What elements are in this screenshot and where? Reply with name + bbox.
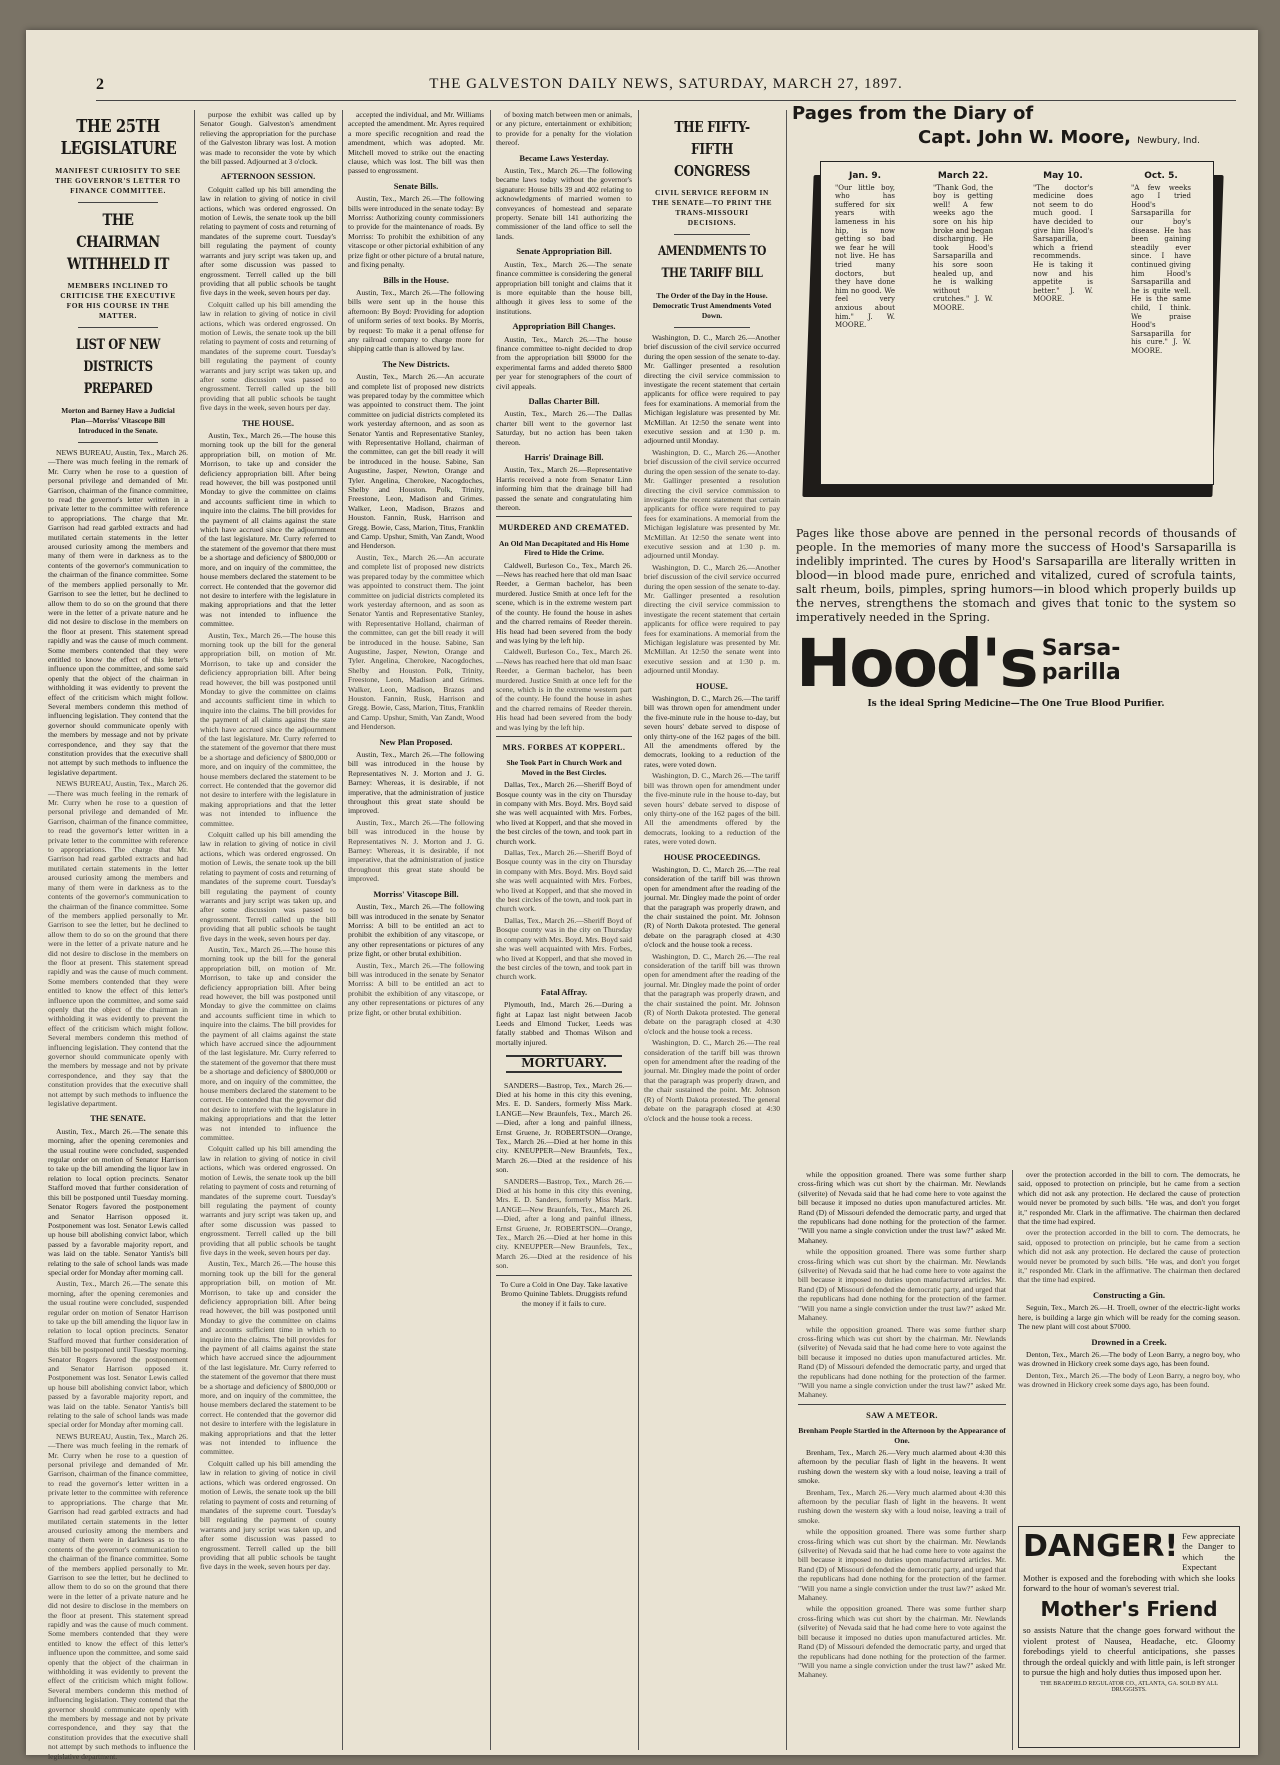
article-body: NEWS BUREAU, Austin, Tex., March 26.—There was much feeling in the remark of Mr. Curry when he rose to a question of personal privilege and demanded of Mr. Garrison, chairman of the finance committee, to read the governor's letter written in a private letter to the committee with reference to appropriations. The charge that Mr. Garrison had read garbled extracts and had mutilated certain statements in the letter aroused curiosity among the members and many of them were in darkness as to the contents of the governor's communication to the chairman of the finance committee. Some of the members applied personally to Mr. Garrison to see the letter, but he declined to allow them to do so on the ground that there were in the letter of a private nature and he did not desire to disclose in the members on the floor at present. This statement spread rapidly and was the cause of much comment. Some members contended that they were entitled to know the effect of this letter's influence upon the committee, and some said openly that the object of the chairman in withholding it was evidently to prevent the effect of the criticism which might follow. Several members condemn this method of influencing legislation. They contend that the governor should communicate openly with the members by message and not by private correspondence, and they say that the constitution provides that the executive shall not attempt by such methods to influence the legislative department. <box>48 1431 188 1761</box>
brand-sub-2: parilla <box>1041 660 1121 685</box>
article-body: Austin, Tex., March 26.—An accurate and complete list of proposed new districts was prepared today by the committee which was appointed to construct them. The joint committee on judicial districts completed its work yesterday afternoon, and as soon as Senator Yantis and Representative Stanley, with Representative Holland, chairman of the committee, can get the bill ready it will be introduced in the house. Sabine, San Augustine, Jasper, Newton, Orange and Tyler. Angelina, Cherokee, Nacogdoches, Shelby and Houston. Polk, Trinity, Freestone, Leon, Madison and Grimes. Walker, Leon, Madison, Brazos and Houston. Fannin, Rusk, Harrison and Gregg. Bowie, Cass, Marion, Titus, Franklin and Camp. Upshur, Smith, Van Zandt, Wood and Henderson. <box>348 552 484 732</box>
newspaper-page <box>26 30 1258 1761</box>
deck: Morton and Barney Have a Judicial Plan—Morriss' Vitascope Bill Introduced in the Senate. <box>61 406 175 435</box>
headline-legislature: THE 25TH LEGISLATURE <box>60 116 177 159</box>
article-body: accepted the individual, and Mr. Williams accepted the amendment. Mr. Ayres required a more specific recognition and read the amendment, which was adopted. Mr. Mitchell moved to strike out the enacting clause, which was lost. The bill was then passed to engrossment. <box>348 110 484 176</box>
section-head: Harris' Drainage Bill. <box>524 452 604 462</box>
masthead-title: THE GALVESTON DAILY NEWS, SATURDAY, MARCH 27, 1897. <box>429 76 903 92</box>
article-body: NEWS BUREAU, Austin, Tex., March 26.—There was much feeling in the remark of Mr. Curry when he rose to a question of personal privilege and demanded of Mr. Garrison, chairman of the finance committee, to read the governor's letter written in a private letter to the committee with reference to appropriations. The charge that Mr. Garrison had read garbled extracts and had mutilated certain statements in the letter aroused curiosity among the members and many of them were in darkness as to the contents of the governor's communication to the chairman of the finance committee. Some of the members applied personally to Mr. Garrison to see the letter, but he declined to allow them to do so on the ground that there were in the letter of a private nature and he did not desire to disclose in the members on the floor at present. This statement spread rapidly and was the cause of much comment. Some members contended that they were entitled to know the effect of this letter's influence upon the committee, and some said openly that the object of the chairman in withholding it was evidently to prevent the effect of the criticism which might follow. Several members condemn this method of influencing legislation. They contend that the governor should communicate openly with the members by message and not by private correspondence, and they say that the constitution provides that the executive shall not attempt by such methods to influence the legislative department. <box>48 779 188 1109</box>
cold-ad: To Cure a Cold in One Day. Take laxative Bromo Quinine Tablets. Druggists refund the money if it fails to cure. <box>500 1279 628 1308</box>
headline-tariff: AMENDMENTS TO THE TARIFF BILL <box>657 244 767 281</box>
article-body: Dallas, Tex., March 26.—Sheriff Boyd of Bosque county was in the city on Thursday in company with Mrs. Boyd. Mrs. Boyd said she was well acquainted with Mrs. Forbes, who lived at Kopperl, and that she moved in the best circles of the town, and took part in church work. <box>496 915 632 982</box>
article-body: Denton, Tex., March 26.—The body of Leon Barry, a negro boy, who was drowned in Hickory creek some days ago, has been found. <box>1018 1370 1240 1390</box>
diary-text: "The doctor's medicine does not seem to do much good. I have decided to give him Hood's Sarsaparilla, which a friend recommends. He is taking it now and his appetite is better." J. W. MOORE. <box>1033 183 1093 304</box>
article-body: Washington, D. C., March 26.—The tariff bill was thrown open for amendment under the five-minute rule in the house to-day, but seven hours' debate served to dispose of only thirty-one of the 162 pages of the bill. All the amendments offered by the democrats, looking to a reduction of the rates, were voted down. <box>644 771 780 847</box>
page-number: 2 <box>96 76 105 93</box>
deck: She Took Part in Church Work and Moved in the Best Circles. <box>506 758 622 777</box>
section-head: The New Districts. <box>382 358 450 369</box>
article-body: over the protection accorded in the bill to corn. The democrats, he said, opposed to protection on principle, but he came from a section which did not ask any protection. He declared the cause of protection would never be promoted by such bills. "He was, and don't you forget it," responded Mr. Clark in the affirmative. The chairman then declared that the time had expired. <box>1018 1228 1240 1285</box>
diary-entry <box>1131 172 1191 355</box>
section-head: HOUSE. <box>696 680 728 691</box>
article-body: while the opposition groaned. There was some further sharp cross-firing which was cut short by the chairman. Mr. Newlands (silverite) of Nevada said that he had come here to vote against the bill because it imposed no duties upon manufactured articles. Mr. Rand (D) of Missouri defended the democratic party, and urged that the republicans had done nothing for the protection of the farmer. "Will you name a single conviction under the trust law?" asked Mr. Mahaney. <box>798 1170 1006 1245</box>
deck: Brenham People Startled in the Afternoon by the Appearance of One. <box>798 1426 1006 1445</box>
ad-place: Newbury, Ind. <box>1137 136 1200 146</box>
article-body: while the opposition groaned. There was some further sharp cross-firing which was cut short by the chairman. Mr. Newlands (silverite) of Nevada said that he had come here to vote against the bill because it imposed no duties upon manufactured articles. Mr. Rand (D) of Missouri defended the democratic party, and urged that the republicans had done nothing for the protection of the farmer. "Will you name a single conviction under the trust law?" asked Mr. Mahaney. <box>798 1604 1006 1680</box>
article-body: Austin, Tex., March 26.—The following bills were introduced in the senate today: By Morriss: Authorizing county commissioners to provide for the maintenance of roads. By Morriss: To prohibit the exhibition of any vitascope or other pictorial exhibition of any prize fight or other picture of a brutal nature, and fixing penalty. <box>348 194 484 270</box>
article-body: Austin, Tex., March 26.—The following bill was introduced in the house by Representatives N. J. Morton and J. G. Barney: Whereas, it is desirable, if not imperative, that the administration of justice throughout this great state should be improved. <box>348 817 484 884</box>
column-rule <box>490 110 491 1750</box>
section-head: New Plan Proposed. <box>379 736 453 747</box>
book-pages <box>820 161 1214 485</box>
article-body: Austin, Tex., March 26.—Representative Harris received a note from Senator Linn informing him that the drainage bill had passed the senate and congratulating him thereon. <box>496 465 632 513</box>
diary-date: Jan. 9. <box>848 171 882 181</box>
section-head: THE SENATE. <box>90 1113 146 1124</box>
article-body: Washington, D. C., March 26.—Another brief discussion of the civil service occurred during the open session of the senate to-day. Mr. Gallinger presented a resolution directing the civil service commission to investigate the recent statement that certain applicants for office were required to pay fees for examinations. A memorial from the Michigan legislature was presented by Mr. McMillan. At 12:50 the senate went into executive session and at 1:30 p. m. adjourned until Monday. <box>644 562 780 676</box>
ad-text: Few appreciate the Danger to which the Expectant Mother is exposed and the foreboding with which she looks forward to the hour of woman's severest trial. <box>1023 1531 1235 1594</box>
article-body: Colquitt called up his bill amending the law in relation to giving of notice in civil actions, which was ordered engrossed. On motion of Lewis, the senate took up the bill relating to payment of costs and returning of mandates of the supreme court. Tuesday's bill regulating the payment of county warrants and jury script was taken up, and after some discussion was passed to engrossment. Terrell called up the bill providing that all public schools be taught five days in the week, seven hours per day. <box>200 830 336 943</box>
deck: An Old Man Decapitated and His Home Fired to Hide the Crime. <box>499 538 629 558</box>
ad-footer: THE BRADFIELD REGULATOR CO., ATLANTA, GA. SOLD BY ALL DRUGGISTS. <box>1040 1681 1218 1694</box>
article-body: Brenham, Tex., March 26.—Very much alarmed about 4:30 this afternoon by the peculiar flash of light in the heavens. It went rushing down the western sky with a loud noise, leaving a trail of smoke. <box>798 1447 1006 1486</box>
diary-entry <box>1033 172 1093 304</box>
section-head: Became Laws Yesterday. <box>519 152 609 163</box>
article-body: Colquitt called up his bill amending the law in relation to giving of notice in civil actions, which was ordered engrossed. On motion of Lewis, the senate took up the bill relating to payment of costs and returning of mandates of the supreme court. Tuesday's bill regulating the payment of county warrants and jury script was taken up, and after some discussion was passed to engrossment. Terrell called up the bill providing that all public schools be taught five days in the week, seven hours per day. <box>200 1144 336 1257</box>
article-body: Denton, Tex., March 26.—The body of Leon Barry, a negro boy, who was drowned in Hickory creek some days ago, has been found. <box>1018 1349 1240 1369</box>
ad-text: so assists Nature that the change goes forward without the violent protest of Nausea, Headache, etc. Gloomy forebodings yield to cheerful anticipations, she passes through the ordeal quickly and with little pain, is left stronger to pursue the high and holy duties thus imposed upon her. <box>1023 1625 1235 1678</box>
article-body: over the protection accorded in the bill to corn. The democrats, he said, opposed to protection on principle, but he came from a section which did not ask any protection. He declared the cause of protection would never be promoted by such bills. "He was, and don't you forget it," responded Mr. Clark in the affirmative. The chairman then declared that the time had expired. <box>1018 1170 1240 1227</box>
section-head: Senate Bills. <box>393 180 439 191</box>
article-body: Austin, Tex., March 26.—The senate finance committee is considering the general appropriation bill tonight and claims that it is more equitable than the house bill, although it gives less to some of the institutions. <box>496 259 633 316</box>
article-body: Colquitt called up his bill amending the law in relation to giving of notice in civil actions, which was ordered engrossed. On motion of Lewis, the senate took up the bill relating to payment of costs and returning of mandates of the supreme court. Tuesday's bill regulating the payment of county warrants and jury script was taken up, and after some discussion was passed to engrossment. Terrell called up the bill providing that all public schools be taught five days in the week, seven hours per day. <box>200 299 336 413</box>
section-head: Morriss' Vitascope Bill. <box>373 888 459 899</box>
mothers-friend-ad <box>1018 1526 1240 1748</box>
article-body: Austin, Tex., March 26.—The following bills were sent up in the house this afternoon: By Boyd: Providing for adoption of uniform series of text books. By Morris, by request: To make it a penal offense for any railroad company to charge more for shipping cattle than is allowed by law. <box>348 287 484 354</box>
article-body: of boxing match between men or animals, or any picture, entertainment or exhibition; to provide for a penalty for the violation thereof. <box>496 110 632 148</box>
section-head: Appropriation Bill Changes. <box>512 321 616 332</box>
diary-date: May 10. <box>1043 171 1083 181</box>
diary-text: "Our little boy, who has suffered for six years with lameness in his hip, is now getting so bad we fear he will not live. He has tried many doctors, but they have done him no good. We feel very anxious about him." J. W. MOORE. <box>835 183 895 330</box>
brand-sub <box>1042 637 1121 685</box>
column-2 <box>200 110 336 1750</box>
article-body: Seguin, Tex., March 26.—H. Troell, owner of the electric-light works here, is building a large gin which will be ready for the coming season. The new plant will cost about $7000. <box>1018 1303 1240 1332</box>
article-body: Austin, Tex., March 26.—The Dallas charter bill went to the governor last Saturday, but no action has been taken thereon. <box>496 409 632 447</box>
danger-headline: DANGER! <box>1023 1529 1179 1564</box>
section-head: THE HOUSE. <box>242 417 294 428</box>
article-body: Caldwell, Burleson Co., Tex., March 26.—News has reached here that old man Isaac Reeder, a German bachelor, has been murdered. Justice Smith at once left for the scene, which is in the extreme western part of the county. He found the house in ashes and the charred remains of Reeder therein. His head had been severed from the body and was lying by the left hip. <box>496 647 632 732</box>
article-body: NEWS BUREAU, Austin, Tex., March 26.—There was much feeling in the remark of Mr. Curry when he rose to a question of personal privilege and demanded of Mr. Garrison, chairman of the finance committee, to read the governor's letter written in a private letter to the committee with reference to appropriations. The charge that Mr. Garrison had read garbled extracts and had mutilated certain statements in the letter aroused curiosity among the members and many of them were in darkness as to the contents of the governor's communication to the chairman of the finance committee. Some of the members applied personally to Mr. Garrison to see the letter, but he declined to allow them to do so on the ground that there were in the letter of a private nature and he did not desire to disclose in the members on the floor at present. This statement spread rapidly and was the cause of much comment. Some members contended that they were entitled to know the effect of this letter's influence upon the committee, and some said openly that the object of the chairman in withholding it was evidently to prevent the effect of the criticism which might follow. Several members condemn this method of influencing legislation. They contend that the governor should communicate openly with the members by message and not by private correspondence, and they say that the constitution provides that the executive shall not attempt by such methods to influence the legislative department. <box>48 448 188 777</box>
ad-tagline: Is the ideal Spring Medicine—The One True Blood Purifier. <box>867 699 1165 709</box>
ad-title: Pages from the Diary of <box>792 103 1034 124</box>
article-body: Austin, Tex., March 26.—The following bill was introduced in the house by Representatives N. J. Morton and J. G. Barney: Whereas, it is desirable, if not imperative, that the administration of justice throughout this great state should be improved. <box>348 750 484 816</box>
column-7 <box>1018 1170 1240 1520</box>
article-body: Dallas, Tex., March 26.—Sheriff Boyd of Bosque county was in the city on Thursday in company with Mrs. Boyd. Mrs. Boyd said she was well acquainted with Mrs. Forbes, who lived at Kopperl, and that she moved in the best circles of the town, and took part in church work. <box>496 780 632 846</box>
column-rule <box>194 110 195 1750</box>
article-body: Caldwell, Burleson Co., Tex., March 26.—News has reached here that old man Isaac Reeder, a German bachelor, has been murdered. Justice Smith at once left for the scene, which is in the extreme western part of the county. He found the house in ashes and the charred remains of Reeder therein. His head had been severed from the body and was lying by the left hip. <box>496 560 632 645</box>
brand-name: Hood's <box>796 625 1037 702</box>
article-body: Austin, Tex., March 26.—The senate this morning, after the opening ceremonies and the usual routine were concluded, suspended regular order on motion of Senator Harrison to take up the bill amending the liquor law in relation to local option precincts. Senator Stafford moved that further consideration of this bill be postponed until Tuesday morning. Senator Rogers favored the postponement and Senator Harrison opposed it. Postponement was lost. Senator Lewis called up house bill abolishing convict labor, which passed by a favorable majority report, and was laid on the table. Senator Yantis's bill relating to the sale of school lands was made special order for Monday after morning call. <box>48 1126 188 1277</box>
diary-book-illustration <box>802 161 1222 501</box>
article-body: while the opposition groaned. There was some further sharp cross-firing which was cut short by the chairman. Mr. Newlands (silverite) of Nevada said that he had come here to vote against the bill because it imposed no duties upon manufactured articles. Mr. Rand (D) of Missouri defended the democratic party, and urged that the republicans had done nothing for the protection of the farmer. "Will you name a single conviction under the trust law?" asked Mr. Mahaney. <box>798 1527 1006 1603</box>
article-body: Brenham, Tex., March 26.—Very much alarmed about 4:30 this afternoon by the peculiar flash of light in the heavens. It went rushing down the western sky with a loud noise, leaving a trail of smoke. <box>798 1487 1006 1525</box>
section-head: AFTERNOON SESSION. <box>220 171 316 182</box>
article-body: Austin, Tex., March 26.—The senate this morning, after the opening ceremonies and the usual routine were concluded, suspended regular order on motion of Senator Harrison to take up the bill amending the liquor law in relation to local option precincts. Senator Stafford moved that further consideration of this bill be postponed until Tuesday morning. Senator Rogers favored the postponement and Senator Harrison opposed it. Postponement was lost. Senator Lewis called up house bill abolishing convict labor, which passed by a favorable majority report, and was laid on the table. Senator Yantis's bill relating to the sale of school lands was made special order for Monday after morning call. <box>48 1279 188 1430</box>
deck: MANIFEST CURIOSITY TO SEE THE GOVERNOR'S LETTER TO FINANCE COMMITTEE. <box>55 166 181 195</box>
masthead <box>96 74 1236 101</box>
article-body: Austin, Tex., March 26.—The following became laws today without the governor's signature: House bills 39 and 402 relating to acknowledgments of married women to conveyances of homestead and separate property. Senate bill 141 authorizing the commissioner of the land office to sell the lands. <box>496 166 632 241</box>
article-body: while the opposition groaned. There was some further sharp cross-firing which was cut short by the chairman. Mr. Newlands (silverite) of Nevada said that he had come here to vote against the bill because it imposed no duties upon manufactured articles. Mr. Rand (D) of Missouri defended the democratic party, and urged that the republicans had done nothing for the protection of the farmer. "Will you name a single conviction under the trust law?" asked Mr. Mahaney. <box>798 1324 1006 1400</box>
article-body: Austin, Tex., March 26.—The house this morning took up the bill for the general appropriation bill, on motion of Mr. Morrison, to take up and consider the deficiency appropriation bill. After being read however, the bill was postponed until Monday to give the committee on claims and accounts sufficient time in which to inquire into the claims. The bill provides for the payment of all claims against the state which have accrued since the adjournment of the last legislature. Mr. Curry referred to the statement of the governor that there must be a shortage and deficiency of $800,000 or more, and on inquiry of the committee, the house members declared the statement to be correct. He contended that the governor did not desire to interfere with the legislature in making appropriations and that the letter was not intended to influence the committee. <box>200 944 337 1143</box>
brand-block <box>792 625 1240 702</box>
section-head: Dallas Charter Bill. <box>528 395 600 406</box>
article-body: Austin, Tex., March 26.—The house this morning took up the bill for the general appropriation bill, on motion of Mr. Morrison, to take up and consider the deficiency appropriation bill. After being read however, the bill was postponed until Monday to give the committee on claims and accounts sufficient time in which to inquire into the claims. The bill provides for the payment of all claims against the state which have accrued since the adjournment of the last legislature. Mr. Curry referred to the statement of the governor that there must be a shortage and deficiency of $800,000 or more, and on inquiry of the committee, the house members declared the statement to be correct. He contended that the governor did not desire to interfere with the legislature in making appropriations and that the letter was not intended to influence the committee. <box>200 630 337 828</box>
article-body: while the opposition groaned. There was some further sharp cross-firing which was cut short by the chairman. Mr. Newlands (silverite) of Nevada said that he had come here to vote against the bill because it imposed no duties upon manufactured articles. Mr. Rand (D) of Missouri defended the democratic party, and urged that the republicans had done nothing for the protection of the farmer. "Will you name a single conviction under the trust law?" asked Mr. Mahaney. <box>798 1247 1006 1323</box>
section-head: Fatal Affray. <box>540 986 588 997</box>
article-body: Austin, Tex., March 26.—The house finance committee to-night decided to drop from the appropriation bill $9000 for the experimental farms and added thereto $800 per year for stenographers of the court of civil appeals. <box>496 334 632 391</box>
column-rule <box>1012 1170 1013 1750</box>
article-body: Austin, Tex., March 26.—The following bill was introduced in the senate by Senator Morriss: A bill to be entitled an act to prohibit the exhibition of any vitascope, or any other representations or pictures of any prize fight, or other brutal exhibition. <box>348 902 484 959</box>
diary-entry <box>933 172 993 313</box>
column-3 <box>348 110 484 1750</box>
column-1 <box>48 110 188 1761</box>
deck: MEMBERS INCLINED TO CRITICISE THE EXECUTIVE FOR HIS COURSE IN THE MATTER. <box>60 281 176 320</box>
article-body: Dallas, Tex., March 26.—Sheriff Boyd of Bosque county was in the city on Thursday in company with Mrs. Boyd. Mrs. Boyd said she was well acquainted with Mrs. Forbes, who lived at Kopperl, and that she moved in the best circles of the town, and took part in church work. <box>496 848 632 914</box>
ad-title <box>792 126 1240 153</box>
ad-text: Pages like those above are penned in the personal records of thousands of people. In the memories of many more the success of Hood's Sarsaparilla is indelibly imprinted. The cures by Hood's Sarsaparilla are literally written in blood—in blood made pure, enriched and vitalized, cured of scrofula taints, salt rheum, boils, pimples, spring humors—in blood which properly builds up the nerves, strengthens the stomach and gives that tonic to the system so imperatively needed in the Spring. <box>796 527 1236 624</box>
article-body: SANDERS—Bastrop, Tex., March 26.—Died at his home in this city this evening, Mrs. E. D. Sanders, formerly Miss Mark. LANGE—New Braunfels, Tex., March 26.—Died, after a long and painful illness, Ernst Gruene, Jr. ROBERTSON—Orange, Tex., March 26.—Died at her home in this city. KNEUPPER—New Braunfels, Tex., March 26.—Died at the residence of his son. <box>496 1176 632 1271</box>
deck: The Order of the Day in the House. Democratic Trust Amendments Voted Down. <box>652 291 772 320</box>
hoods-ad <box>792 102 1240 1152</box>
article-body: Washington, D. C., March 26.—The real consideration of the tariff bill was thrown open for amendment after the reading of the journal. Mr. Dingley made the point of order that the paragraph was properly drawn, and the chair sustained the point. Mr. Johnson (R) of North Dakota protested. The general debate on the paragraph closed at 4:30 o'clock and the house took a recess. <box>644 1038 780 1123</box>
ad-title-name: Capt. John W. Moore, <box>918 127 1131 148</box>
article-body: Washington, D. C., March 26.—The real consideration of the tariff bill was thrown open for amendment after the reading of the journal. Mr. Dingley made the point of order that the paragraph was properly drawn, and the chair sustained the point. Mr. Johnson (R) of North Dakota protested. The general debate on the paragraph closed at 4:30 o'clock and the house took a recess. <box>644 951 780 1036</box>
column-5 <box>644 110 780 1150</box>
section-head: SAW A METEOR. <box>866 1410 938 1420</box>
headline-chairman: THE CHAIRMAN WITHHELD IT <box>67 210 169 273</box>
column-4 <box>496 110 632 1750</box>
section-head: HOUSE PROCEEDINGS. <box>663 851 761 862</box>
section-head: Constructing a Gin. <box>1092 1289 1166 1300</box>
diary-date: Oct. 5. <box>1144 171 1178 181</box>
article-body: Austin, Tex., March 26.—The following bill was introduced in the senate by Senator Morriss: A bill to be entitled an act to prohibit the exhibition of any vitascope, or any other representations or pictures of any prize fight, or other brutal exhibition. <box>348 960 484 1017</box>
article-body: Washington, D. C., March 26.—Another brief discussion of the civil service occurred during the open session of the senate to-day. Mr. Gallinger presented a resolution directing the civil service commission to investigate the recent statement that certain applicants for office were required to pay fees for examinations. A memorial from the Michigan legislature was presented by Mr. McMillan. At 12:50 the senate went into executive session and at 1:30 p. m. adjourned until Monday. <box>644 447 780 561</box>
column-rule <box>638 110 639 1750</box>
diary-date: March 22. <box>937 171 989 181</box>
mortuary-head: MORTUARY. <box>506 1055 622 1072</box>
headline-districts: LIST OF NEW DISTRICTS PREPARED <box>75 337 161 397</box>
deck: CIVIL SERVICE REFORM IN THE SENATE—TO PRINT THE TRANS-MISSOURI DECISIONS. <box>651 188 773 227</box>
article-body: Austin, Tex., March 26.—The house this morning took up the bill for the general appropriation bill, on motion of Mr. Morrison, to take up and consider the deficiency appropriation bill. After being read however, the bill was postponed until Monday to give the committee on claims and accounts sufficient time in which to inquire into the claims. The bill provides for the payment of all claims against the state which have accrued since the adjournment of the last legislature. Mr. Curry referred to the statement of the governor that there must be a shortage and deficiency of $800,000 or more, and on inquiry of the committee, the house members declared the statement to be correct. He contended that the governor did not desire to interfere with the legislature in making appropriations and that the letter was not intended to influence the committee. <box>200 431 337 629</box>
article-body: Colquitt called up his bill amending the law in relation to giving of notice in civil actions, which was ordered engrossed. On motion of Lewis, the senate took up the bill relating to payment of costs and returning of mandates of the supreme court. Tuesday's bill regulating the payment of county warrants and jury script was taken up, and after some discussion was passed to engrossment. Terrell called up the bill providing that all public schools be taught five days in the week, seven hours per day. <box>200 1458 336 1572</box>
article-body: Austin, Tex., March 26.—An accurate and complete list of proposed new districts was prepared today by the committee which was appointed to construct them. The joint committee on judicial districts completed its work yesterday afternoon, and as soon as Senator Yantis and Representative Stanley, with Representative Holland, chairman of the committee, can get the bill ready it will be introduced in the house. Sabine, San Augustine, Jasper, Newton, Orange and Tyler. Angelina, Cherokee, Nacogdoches, Shelby and Houston. Polk, Trinity, Freestone, Leon, Madison and Grimes. Walker, Leon, Madison, Brazos and Houston. Fannin, Rusk, Harrison and Gregg. Bowie, Cass, Marion, Titus, Franklin and Camp. Upshur, Smith, Van Zandt, Wood and Henderson. <box>348 372 484 551</box>
column-rule <box>342 110 343 1750</box>
diary-entry <box>835 172 895 330</box>
article-body: Plymouth, Ind., March 26.—During a fight at Lapaz last night between Jacob Leeds and Elmond Tucker, Leeds was fatally stabbed and Thomas Wilson and mortally injured. <box>496 1000 632 1047</box>
brand-name: Mother's Friend <box>1040 1597 1218 1622</box>
section-head: Drowned in a Creek. <box>1091 1336 1167 1347</box>
section-head: Senate Appropriation Bill. <box>516 246 612 257</box>
headline-congress: THE FIFTY-FIFTH CONGRESS <box>673 118 751 180</box>
column-rule <box>786 110 787 1750</box>
brand-sub-1: Sarsa- <box>1041 636 1121 661</box>
article-body: SANDERS—Bastrop, Tex., March 26.—Died at his home in this city this evening, Mrs. E. D. Sanders, formerly Miss Mark. LANGE—New Braunfels, Tex., March 26.—Died, after a long and painful illness, Ernst Gruene, Jr. ROBERTSON—Orange, Tex., March 26.—Died at her home in this city. KNEUPPER—New Braunfels, Tex., March 26.—Died at the residence of his son. <box>496 1080 632 1175</box>
article-body: Washington, D. C., March 26.—The real consideration of the tariff bill was thrown open for amendment after the reading of the journal. Mr. Dingley made the point of order that the paragraph was properly drawn, and the chair sustained the point. Mr. Johnson (R) of North Dakota protested. The general debate on the paragraph closed at 4:30 o'clock and the house took a recess. <box>644 864 780 950</box>
section-head: MRS. FORBES AT KOPPERL. <box>502 742 626 752</box>
diary-text: "A few weeks ago I tried Hood's Sarsaparilla for our boy's disease. He has been gaining steadily ever since. I have continued giving him Hood's Sarsaparilla and he is quite well. He is the same child, I think. We praise Hood's Sarsaparilla for his cure." J. W. MOORE. <box>1131 183 1191 355</box>
section-head: MURDERED AND CREMATED. <box>498 523 630 533</box>
diary-text: "Thank God, the boy is getting well! A few weeks ago the sore on his hip broke and began discharging. He took Hood's Sarsaparilla and his sore soon healed up, and he is walking without crutches." J. W. MOORE. <box>933 183 993 312</box>
article-body: Colquitt called up his bill amending the law in relation to giving of notice in civil actions, which was ordered engrossed. On motion of Lewis, the senate took up the bill relating to payment of costs and returning of mandates of the supreme court. Tuesday's bill regulating the payment of county warrants and jury script was taken up, and after some discussion was passed to engrossment. Terrell called up the bill providing that all public schools be taught five days in the week, seven hours per day. <box>200 184 336 298</box>
article-body: Austin, Tex., March 26.—The house this morning took up the bill for the general appropriation bill, on motion of Mr. Morrison, to take up and consider the deficiency appropriation bill. After being read however, the bill was postponed until Monday to give the committee on claims and accounts sufficient time in which to inquire into the claims. The bill provides for the payment of all claims against the state which have accrued since the adjournment of the last legislature. Mr. Curry referred to the statement of the governor that there must be a shortage and deficiency of $800,000 or more, and on inquiry of the committee, the house members declared the statement to be correct. He contended that the governor did not desire to interfere with the legislature in making appropriations and that the letter was not intended to influence the committee. <box>200 1259 337 1457</box>
section-head: Bills in the House. <box>383 274 449 285</box>
column-6 <box>798 1170 1006 1750</box>
article-body: Washington, D. C., March 26.—Another brief discussion of the civil service occurred during the open session of the senate to-day. Mr. Gallinger presented a resolution directing the civil service commission to investigate the recent statement that certain applicants for office were required to pay fees for examinations. A memorial from the Michigan legislature was presented by Mr. McMillan. At 12:50 the senate went into executive session and at 1:30 p. m. adjourned until Monday. <box>644 333 780 446</box>
article-body: purpose the exhibit was called up by Senator Gough. Galveston's amendment relieving the appropriation for the purchase of the Galveston library was lost. A motion was made to reconsider the vote by which the bill passed. Adjourned at 3 o'clock. <box>200 110 336 167</box>
article-body: Washington, D. C., March 26.—The tariff bill was thrown open for amendment under the five-minute rule in the house to-day, but seven hours' debate served to dispose of only thirty-one of the 162 pages of the bill. All the amendments offered by the democrats, looking to a reduction of the rates, were voted down. <box>644 694 780 769</box>
